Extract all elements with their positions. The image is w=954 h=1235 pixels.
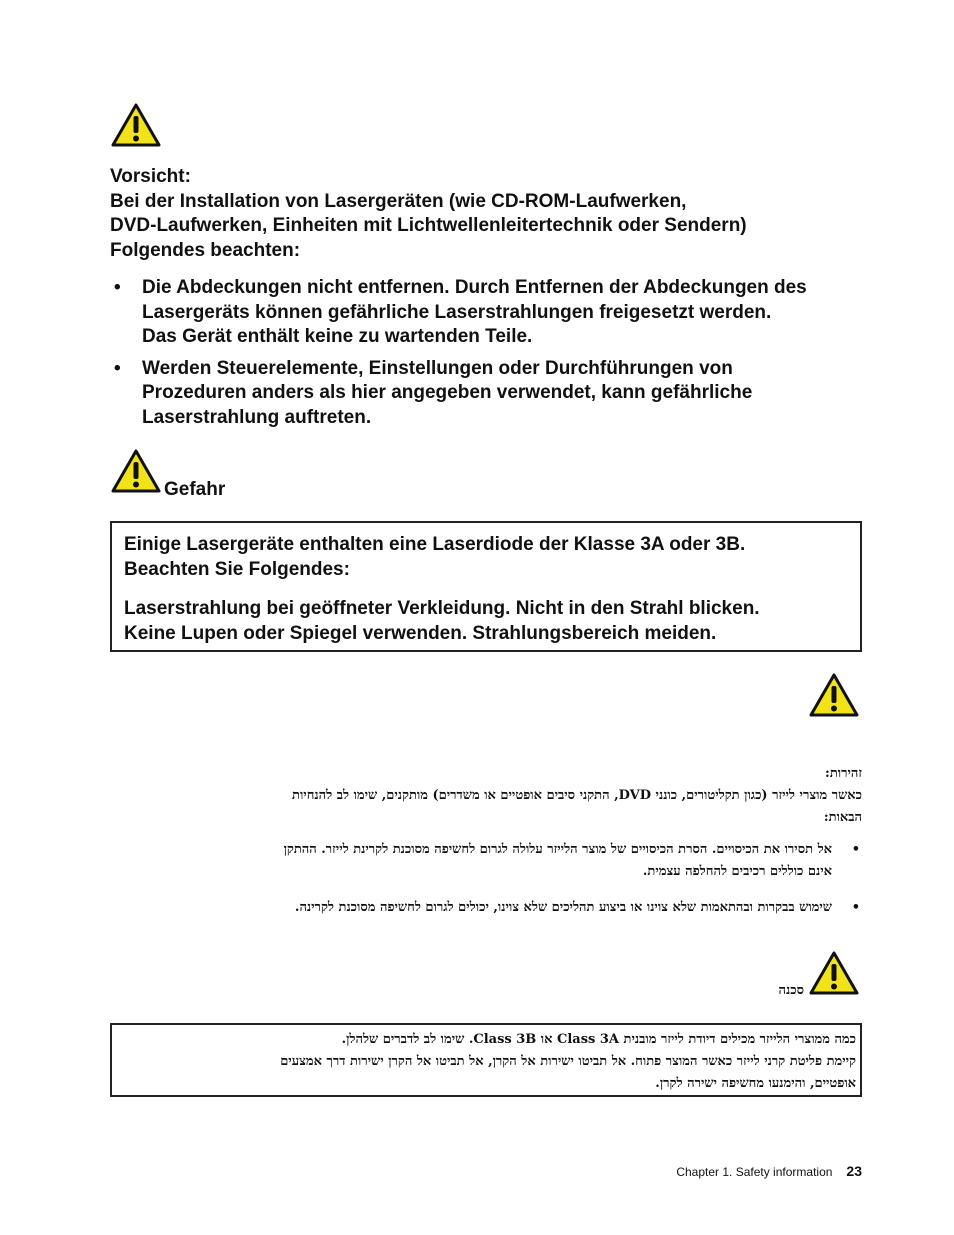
danger-label-he: סכנה xyxy=(778,983,804,998)
list-item xyxy=(110,839,862,883)
vorsicht-notice xyxy=(110,165,870,263)
danger-box-line: אופטיים, והימנעו מחשיפה ישירה לקרן. xyxy=(655,1076,856,1091)
danger-box-paragraph xyxy=(124,533,848,582)
danger-box-line: Einige Lasergeräte enthalten eine Laserdiode der Klasse 3A oder 3B. xyxy=(124,534,746,555)
danger-box-paragraph xyxy=(124,597,848,646)
danger-box-line: Laserstrahlung bei geöffneter Verkleidung. Nicht in den Strahl blicken. xyxy=(124,598,760,619)
danger-box-line: קיימת פליטת קרני לייזר כאשר המוצר פתוח. אל תביטו ישירות אל הקרן, אל תביטו אל הקרן ישירות דרך אמצעים xyxy=(280,1054,856,1069)
bullet-symbol: • xyxy=(851,900,860,915)
list-item-line: אל תסירו את הכיסויים. הסרת הכיסויים של מוצר הלייזר עלולה לגרום לחשיפה מסוכנת לקרינת לייזר. ההתקן xyxy=(283,842,832,857)
caution-title-he: זהירות: xyxy=(825,766,862,781)
vorsicht-title: Vorsicht: xyxy=(110,166,191,187)
list-item xyxy=(110,357,870,431)
danger-box-line: כמה ממוצרי הלייזר מכילים דיודת לייזר מובנית Class 3A או Class 3B. שימו לב לדברים שלהלן. xyxy=(341,1032,856,1047)
bullet-symbol: • xyxy=(114,357,121,379)
list-item-line: Das Gerät enthält keine zu wartenden Teile. xyxy=(142,326,533,347)
caution-line-he: כאשר מוצרי לייזר (כגון תקליטורים, כונני DVD, התקני סיבים אופטיים או משדרים) מותקנים, שימו לב להנחיות xyxy=(292,788,862,803)
warning-triangle-icon xyxy=(110,102,162,148)
list-item-line: Lasergeräts können gefährliche Laserstrahlungen freigesetzt werden. xyxy=(142,301,772,323)
danger-label: Gefahr xyxy=(164,479,226,500)
danger-box-he xyxy=(110,1023,862,1097)
caution-notice-he xyxy=(110,763,862,829)
caution-line-he: הבאות: xyxy=(823,810,862,825)
danger-triangle-icon xyxy=(808,950,860,996)
page-number: 23 xyxy=(846,1163,862,1179)
bullet-symbol: • xyxy=(851,842,860,857)
list-item-line: Prozeduren anders als hier angegeben verwendet, kann gefährliche xyxy=(142,382,753,403)
warning-triangle-icon xyxy=(808,672,860,718)
list-item-line: שימוש בבקרות ובהתאמות שלא צוינו או ביצוע תהליכים שלא צוינו, יכולים לגרום לחשיפה מסוכנת לקרינה. xyxy=(294,900,832,915)
footer-chapter: Chapter 1. Safety information xyxy=(676,1165,833,1179)
list-item xyxy=(110,276,870,350)
list-item-line: Laserstrahlung auftreten. xyxy=(142,406,372,428)
vorsicht-bullet-list xyxy=(110,276,870,437)
vorsicht-line: Bei der Installation von Lasergeräten (wie CD-ROM-Laufwerken, xyxy=(110,190,687,212)
danger-triangle-icon xyxy=(110,448,162,494)
danger-box-line: Keine Lupen oder Spiegel verwenden. Strahlungsbereich meiden. xyxy=(124,622,717,644)
danger-box-line: Beachten Sie Folgendes: xyxy=(124,558,350,580)
list-item-line: Werden Steuerelemente, Einstellungen oder Durchführungen von xyxy=(142,357,733,379)
vorsicht-line: DVD-Laufwerken, Einheiten mit Lichtwellenleitertechnik oder Sendern) xyxy=(110,215,747,236)
page-footer xyxy=(600,1163,862,1179)
list-item-line: Die Abdeckungen nicht entfernen. Durch Entfernen der Abdeckungen des xyxy=(142,277,807,298)
list-item xyxy=(110,897,862,919)
caution-bullet-list-he xyxy=(110,839,862,933)
vorsicht-line: Folgendes beachten: xyxy=(110,239,301,261)
list-item-line: אינם כוללים רכיבים להחלפה עצמית. xyxy=(642,864,832,879)
danger-box-de xyxy=(110,521,862,652)
bullet-symbol: • xyxy=(114,277,121,298)
